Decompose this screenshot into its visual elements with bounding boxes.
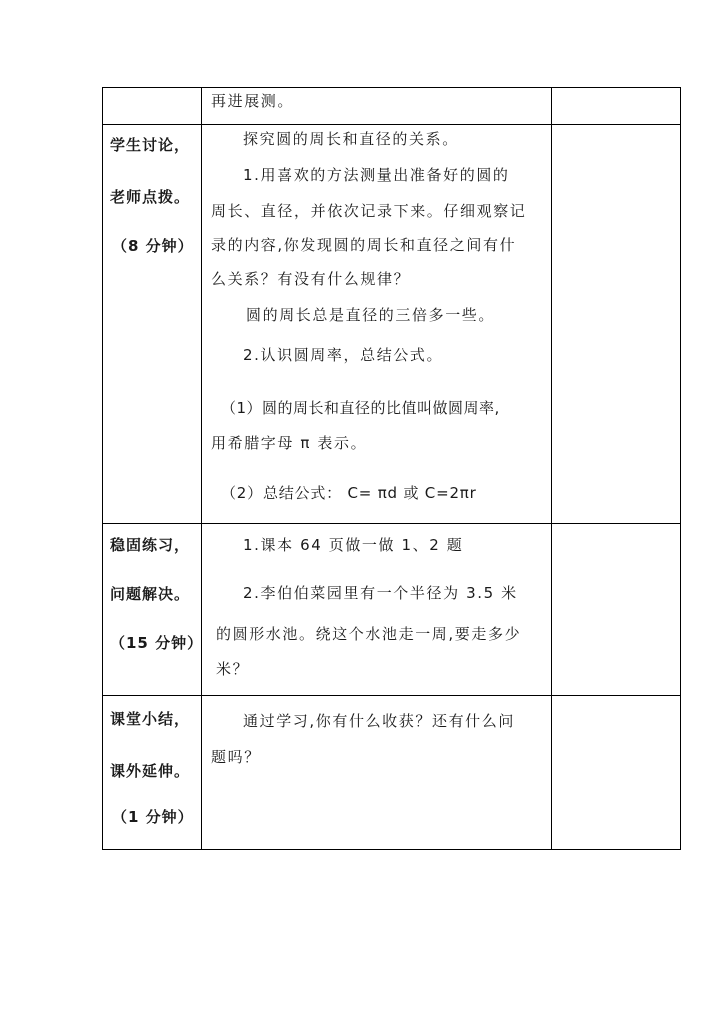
row3-label-line: 问题解决。 <box>110 585 191 603</box>
row2-label-duration: （8 分钟） <box>112 237 194 255</box>
row4-label-line: 课外延伸。 <box>110 762 191 780</box>
table-border-bottom <box>102 849 681 850</box>
row-divider-2 <box>102 523 681 524</box>
row4-label-line: 课堂小结， <box>110 710 191 728</box>
table-border-top <box>102 87 681 88</box>
row2-label-line: 老师点拨。 <box>110 188 191 206</box>
row2-content-line: 2.认识圆周率，总结公式。 <box>243 346 444 364</box>
row2-content-line: 圆的周长总是直径的三倍多一些。 <box>246 306 496 324</box>
row2-content-line: （1）圆的周长和直径的比值叫做圆周率, <box>221 399 500 417</box>
row2-content-line: 录的内容,你发现圆的周长和直径之间有什 <box>211 236 517 254</box>
row-divider-1 <box>102 124 681 125</box>
row1-content-line: 再进展测。 <box>211 92 295 110</box>
row3-content-line: 的圆形水池。绕这个水池走一周,要走多少 <box>216 625 522 643</box>
row2-content-line: 周长、直径，并依次记录下来。仔细观察记 <box>211 202 527 220</box>
row2-content-line: 1.用喜欢的方法测量出准备好的圆的 <box>243 166 510 184</box>
table-border-left <box>102 87 103 849</box>
row2-label-line: 学生讨论， <box>110 136 191 154</box>
row2-formula: （2）总结公式： C= πd 或 C=2πr <box>221 484 477 502</box>
row3-label-duration: （15 分钟） <box>110 634 204 652</box>
row4-content-line: 题吗？ <box>211 748 261 766</box>
row2-content-line: 用希腊字母 π 表示。 <box>211 434 368 452</box>
column-divider-notes <box>551 87 552 849</box>
row3-content-line: 米？ <box>216 660 250 678</box>
row4-label-duration: （1 分钟） <box>112 808 194 826</box>
row2-content-line: 么关系？有没有什么规律？ <box>211 270 411 288</box>
row3-content-line: 1.课本 64 页做一做 1、2 题 <box>243 536 464 554</box>
table-border-right <box>680 87 681 849</box>
row3-content-line: 2.李伯伯菜园里有一个半径为 3.5 米 <box>243 584 518 602</box>
column-divider-label <box>201 87 202 849</box>
row-divider-3 <box>102 695 681 696</box>
row4-content-line: 通过学习,你有什么收获？还有什么问 <box>243 712 515 730</box>
row2-heading: 探究圆的周长和直径的关系。 <box>243 130 459 148</box>
row3-label-line: 稳固练习， <box>110 536 191 554</box>
